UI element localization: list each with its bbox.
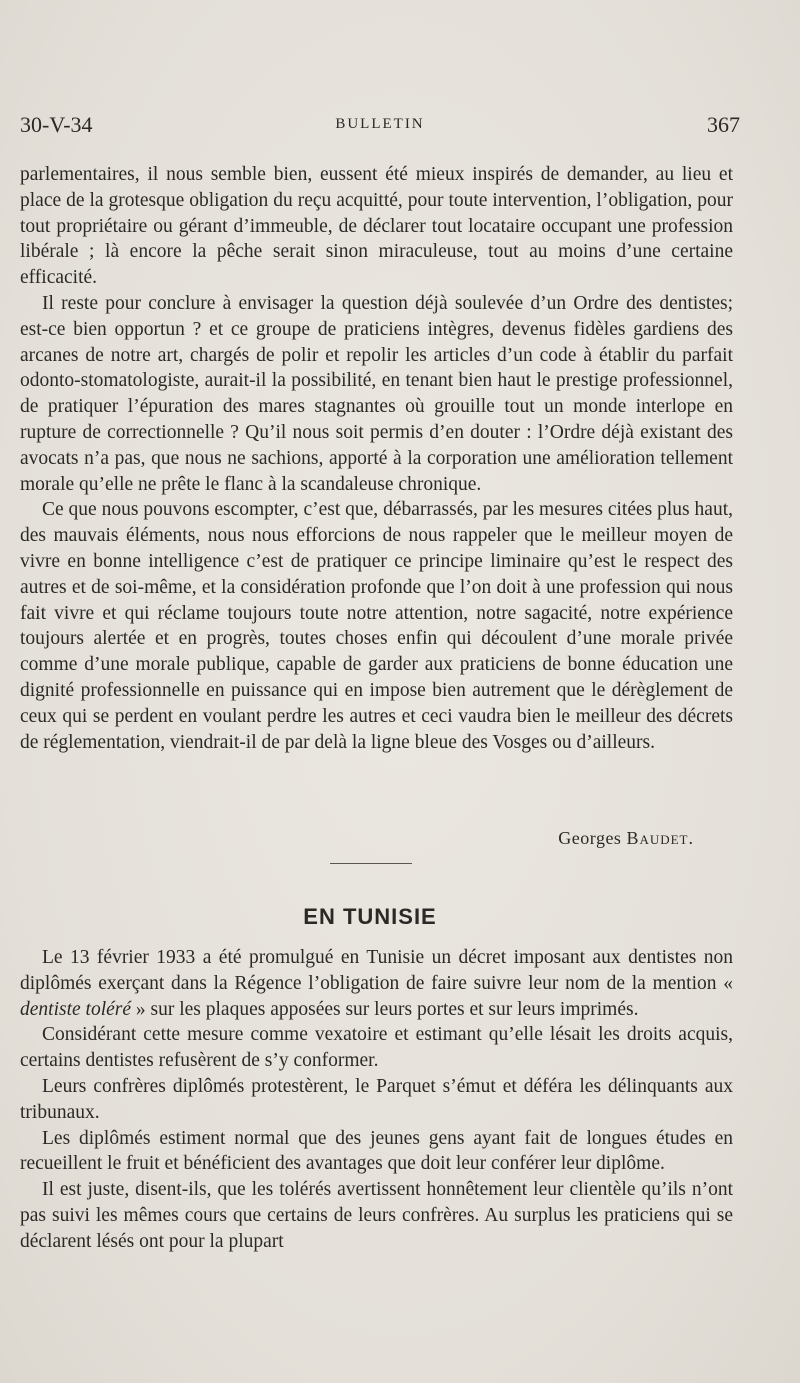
paragraph: Considérant cette mesure comme vexatoire et estimant qu’elle lésait les droits acquis, certains dentistes refusèrent de s’y conformer. — [20, 1024, 733, 1072]
author-first-name: Georges — [558, 828, 622, 848]
paragraph: parlementaires, il nous semble bien, eussent été mieux inspirés de demander, au lieu et place de la grotesque obligation du reçu acquitté, pour toute intervention, l’obligation, pour tout propriétaire ou gérant d’immeuble, de déclarer tout locataire occupant une profession libérale ; là encore la pêche serait sinon miraculeuse, tout au moins d’une certaine efficacité. — [20, 164, 733, 289]
author-last-name: Baudet. — [626, 828, 694, 848]
header-title: BULLETIN — [335, 116, 425, 132]
section-body — [20, 945, 733, 1255]
section-heading: EN TUNISIE — [303, 904, 437, 929]
paragraph-text: » sur les plaques apposées sur leurs portes et sur leurs imprimés. — [131, 998, 639, 1020]
paragraph-text: Le 13 février 1933 a été promulgué en Tunisie un décret imposant aux dentistes non diplômés exerçant dans la Régence l’obligation de faire suivre leur nom de la mention « — [20, 947, 733, 994]
author-signature — [558, 828, 694, 849]
page-number: 367 — [707, 112, 740, 137]
paragraph — [20, 945, 733, 1022]
header-date: 30-V-34 — [20, 112, 93, 137]
paragraph: Leurs confrères diplômés protestèrent, le Parquet s’émut et déféra les délinquants aux tribunaux. — [20, 1075, 733, 1123]
article-continuation — [20, 162, 733, 755]
italic-mention: dentiste toléré — [20, 998, 132, 1020]
section-divider — [330, 863, 412, 864]
paragraph: Il est juste, disent-ils, que les tolérés avertissent honnêtement leur clientèle qu’ils n’ont pas suivi les mêmes cours que certains de leurs confrères. Au surplus les praticiens qui se déclarent lésés ont pour la plupart — [20, 1179, 733, 1252]
paragraph: Il reste pour conclure à envisager la question déjà soulevée d’un Ordre des dentistes; est-ce bien opportun ? et ce groupe de praticiens intègres, devenus fidèles gardiens des arcanes de notre art, chargés de polir et repolir les articles d’un code à établir du parfait odonto-stomatologiste, aurait-il la possibilité, en tenant bien haut le prestige professionnel, de pratiquer l’épuration des mares stagnantes où grouille tout un monde interlope en rupture de correctionnelle ? Qu’il nous soit permis d’en douter : l’Ordre déjà existant des avocats n’a pas, que nous ne sachions, apporté à la corporation une amélioration tellement morale qu’elle ne prête le flanc à la scandaleuse chronique. — [20, 292, 733, 495]
paragraph: Ce que nous pouvons escompter, c’est que, débarrassés, par les mesures citées plus haut, des mauvais éléments, nous nous efforcions de nous rappeler que le meilleur moyen de vivre en bonne intelligence c’est de pratiquer ce principe liminaire qu’est le respect des autres et de soi-même, et la considération profonde que l’on doit à une profession qui nous fait vivre et qui réclame toujours toute notre attention, notre sagacité, notre expérience toujours alertée et en progrès, toutes choses enfin qui découlent d’une morale privée comme d’une morale publique, capable de garder aux praticiens de bonne éducation une dignité professionnelle en puissance qui en impose bien autrement que le dérèglement de ceux qui se perdent en voulant perdre les autres et ceci vaudra bien le meilleur des décrets de réglementation, viendrait-il de par delà la ligne bleue des Vosges ou d’ailleurs. — [20, 499, 733, 753]
paragraph: Les diplômés estiment normal que des jeunes gens ayant fait de longues études en recueillent le fruit et bénéficient des avantages que doit leur conférer leur diplôme. — [20, 1127, 733, 1175]
running-header — [20, 112, 740, 142]
